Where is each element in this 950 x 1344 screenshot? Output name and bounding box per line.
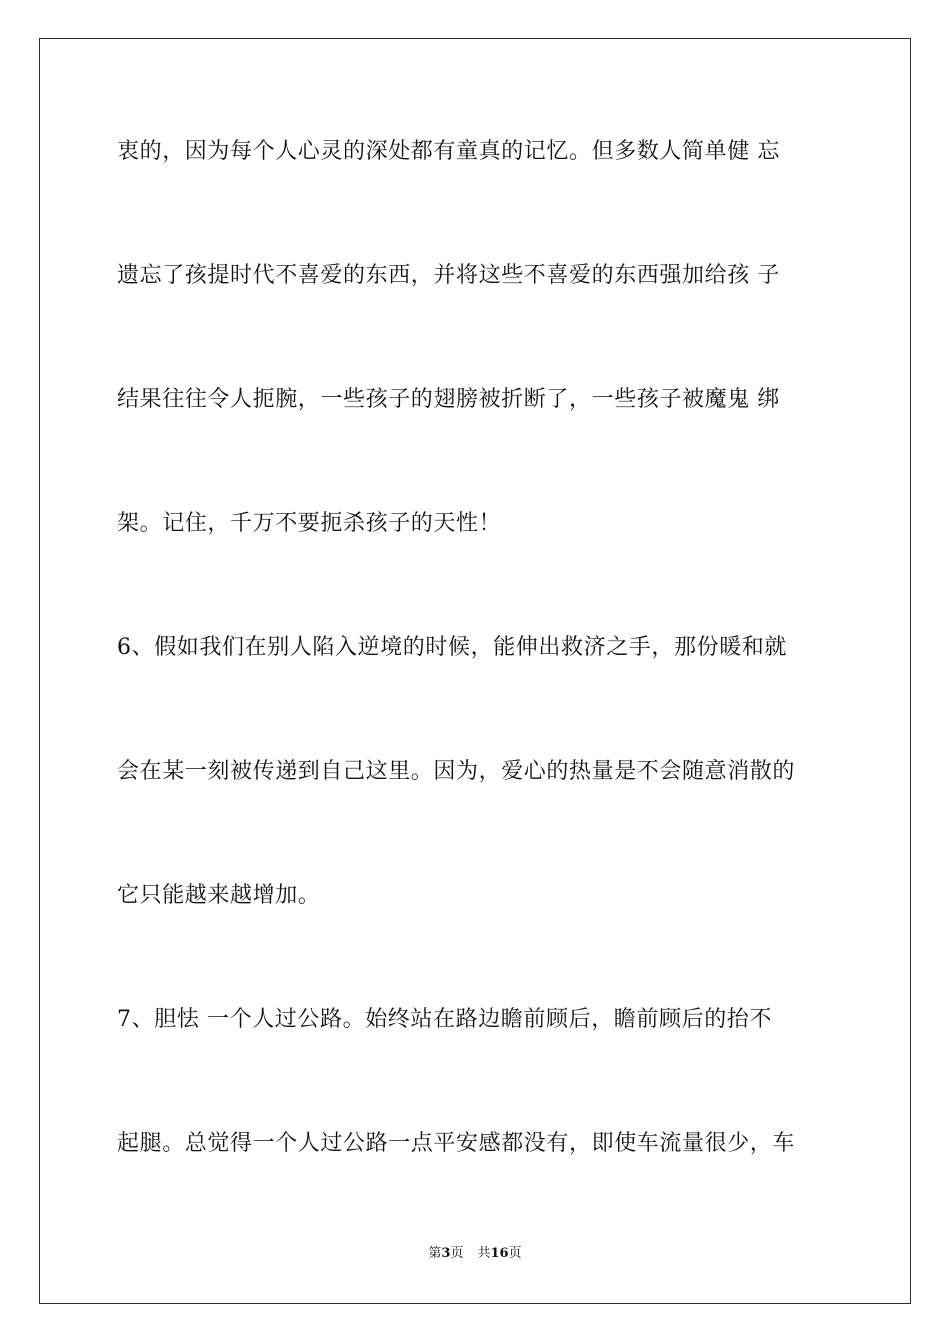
page-suffix: 页	[450, 1246, 464, 1261]
body-text-line: 6、假如我们在别人陷入逆境的时候，能伸出救济之手，那份暖和就	[117, 635, 787, 660]
body-text-line: 衷的，因为每个人心灵的深处都有童真的记忆。但多数人简单健 忘	[117, 139, 780, 164]
page-number: 3	[441, 1246, 451, 1261]
body-text-line: 遗忘了孩提时代不喜爱的东西，并将这些不喜爱的东西强加给孩 子	[117, 263, 780, 288]
total-prefix: 共	[477, 1246, 491, 1261]
page-footer	[0, 1245, 950, 1263]
body-text-line: 结果往往令人扼腕，一些孩子的翅膀被折断了，一些孩子被魔鬼 绑	[117, 387, 780, 412]
total-pages: 16	[490, 1246, 509, 1261]
body-text-line: 会在某一刻被传递到自己这里。因为，爱心的热量是不会随意消散的	[117, 759, 796, 784]
body-text-line: 起腿。总觉得一个人过公路一点平安感都没有，即使车流量很少，车	[117, 1131, 796, 1156]
page-border	[39, 38, 911, 1304]
body-text-line: 7、胆怯 一个人过公路。始终站在路边瞻前顾后，瞻前顾后的抬不	[117, 1007, 772, 1032]
total-suffix: 页	[508, 1246, 522, 1261]
body-text-line: 它只能越来越增加。	[117, 883, 321, 908]
body-text-line: 架。记住，千万不要扼杀孩子的天性！	[117, 511, 502, 536]
page-prefix: 第	[428, 1246, 442, 1261]
